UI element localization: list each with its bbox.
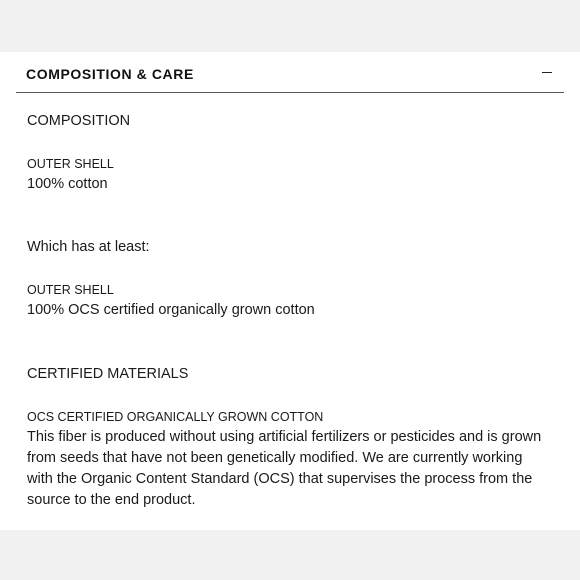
outer-shell-value-organic: 100% OCS certified organically grown cotton <box>27 302 315 318</box>
minus-icon[interactable] <box>542 72 552 73</box>
composition-heading: COMPOSITION <box>27 113 131 129</box>
outer-shell-value: 100% cotton <box>27 176 108 192</box>
outer-shell-label-organic: OUTER SHELL <box>27 283 114 297</box>
outer-shell-label: OUTER SHELL <box>27 157 114 171</box>
composition-care-accordion-header[interactable] <box>16 52 564 93</box>
certified-material-description: This fiber is produced without using artificial fertilizers or pesticides and is grown from seeds that have not been genetically modified. We are currently working with the Organic Content Standard (OCS) that supervises the process from the source to the end product. <box>27 429 542 508</box>
certified-materials-heading: CERTIFIED MATERIALS <box>27 366 189 382</box>
certified-material-label: OCS CERTIFIED ORGANICALLY GROWN COTTON <box>27 410 324 424</box>
composition-care-panel <box>0 52 580 530</box>
accordion-title: COMPOSITION & CARE <box>26 66 194 82</box>
at-least-intro: Which has at least: <box>27 239 150 255</box>
